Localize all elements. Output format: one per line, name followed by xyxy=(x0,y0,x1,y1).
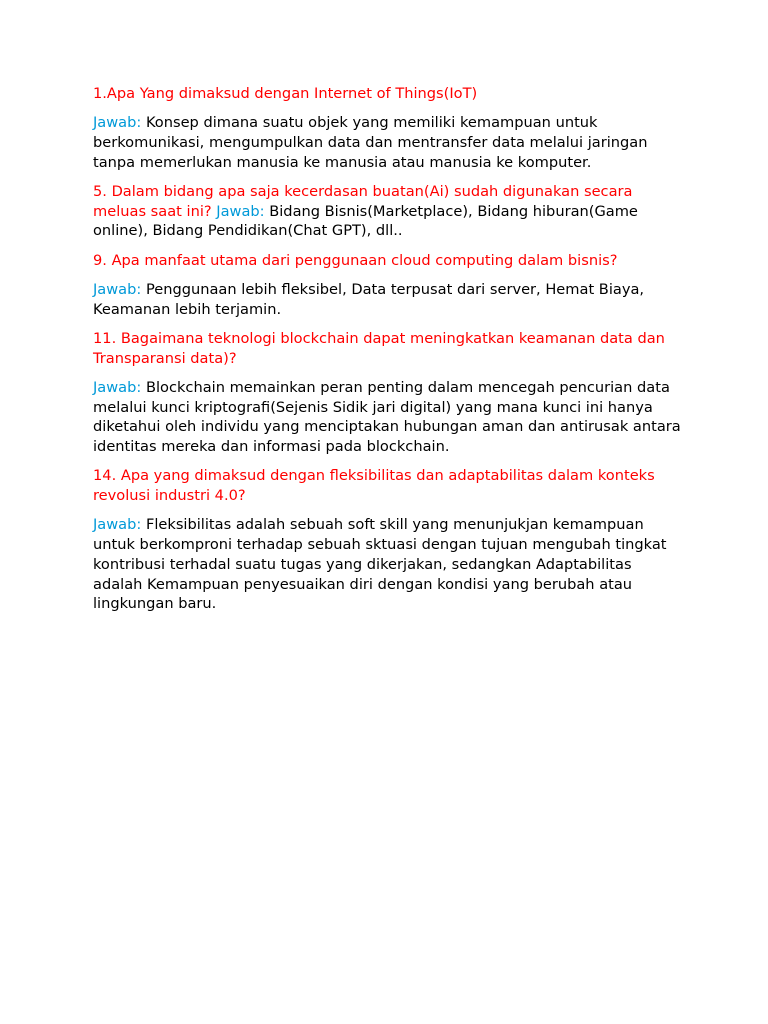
answer-text: Penggunaan lebih fleksibel, Data terpusat dari server, Hemat Biaya, Keamanan lebih terjamin. xyxy=(93,281,645,318)
question-9: 9. Apa manfaat utama dari penggunaan cloud computing dalam bisnis? xyxy=(93,251,618,269)
answer-14 xyxy=(93,515,683,614)
answer-text: Fleksibilitas adalah sebuah soft skill yang menunjukjan kemampuan untuk berkomproni terhadap sebuah sktuasi dengan tujuan mengubah tingkat kontribusi terhadal suatu tugas yang dikerjakan, sedangkan Adaptabilitas adalah Kemampuan penyesuaikan diri dengan kondisi yang berubah atau lingkungan baru. xyxy=(93,516,667,613)
answer-1 xyxy=(93,113,683,172)
answer-label: Jawab: xyxy=(93,114,142,132)
question-1: 1.Apa Yang dimaksud dengan Internet of Things(IoT) xyxy=(93,85,478,102)
question-answer-5 xyxy=(93,182,683,241)
answer-11 xyxy=(93,378,683,457)
answer-label: Jawab: xyxy=(216,202,265,220)
question-11: 11. Bagaimana teknologi blockchain dapat meningkatkan keamanan data dan Transparansi data)? xyxy=(93,330,665,367)
answer-9 xyxy=(93,280,683,319)
question-5: 5. Dalam bidang apa saja kecerdasan buatan(Ai) sudah digunakan secara meluas saat ini? xyxy=(93,183,633,220)
answer-label: Jawab: xyxy=(93,379,142,396)
document-page xyxy=(93,84,683,624)
question-14: 14. Apa yang dimaksud dengan fleksibilitas dan adaptabilitas dalam konteks revolusi industri 4.0? xyxy=(93,467,655,505)
answer-text: Konsep dimana suatu objek yang memiliki kemampuan untuk berkomunikasi, mengumpulkan data dan mentransfer data melalui jaringan tanpa memerlukan manusia ke manusia atau manusia ke komputer. xyxy=(93,114,648,171)
answer-text: Bidang Bisnis(Marketplace), Bidang hiburan(Game online), Bidang Pendidikan(Chat GPT), dll.. xyxy=(93,202,638,240)
answer-label: Jawab: xyxy=(93,516,142,534)
answer-label: Jawab: xyxy=(93,281,142,298)
answer-text: Blockchain memainkan peran penting dalam mencegah pencurian data melalui kunci kriptografi(Sejenis Sidik jari digital) yang mana kunci ini hanya diketahui oleh individu yang menciptakan hubungan aman dan antirusak antara identitas mereka dan informasi pada blockchain. xyxy=(93,379,681,456)
